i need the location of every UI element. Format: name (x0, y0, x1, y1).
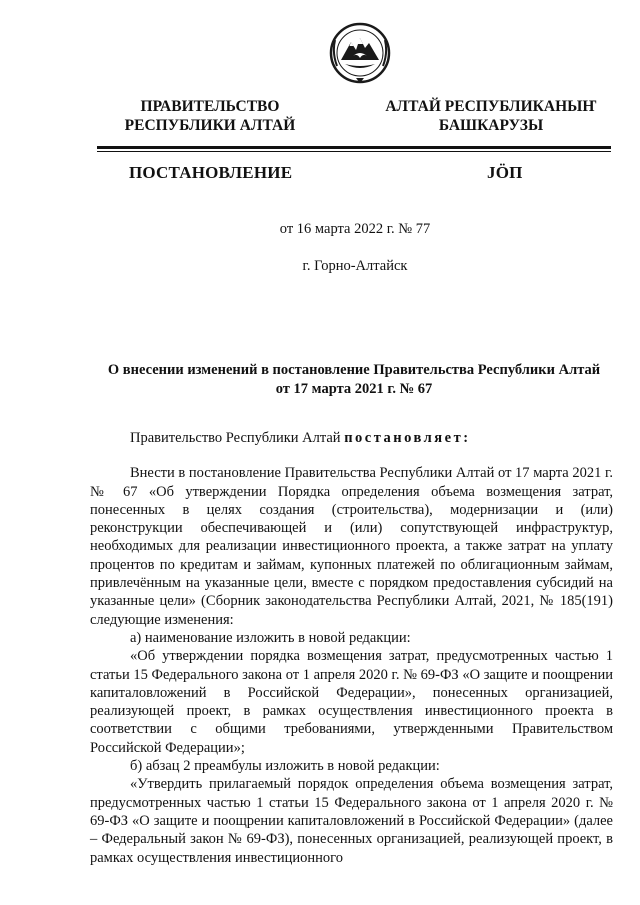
document-date-number: от 16 марта 2022 г. № 77 (279, 221, 431, 237)
government-name-altai-line1: АЛТАЙ РЕСПУБЛИКАНЫҤ (385, 98, 597, 115)
body-paragraph-3: «Об утверждении порядка возмещения затрат, предусмотренных частью 1 статьи 15 Федерального закона от 1 апреля 2020 г. № 69-ФЗ «О защите и поощрении капиталовложений в Российской Федерации», понесенных организацией, реализующей проект, в рамках осуществления инвестиционного проекта в соответствии с общими требованиями, утвержденными Правительством Российской Федерации»; (90, 648, 613, 756)
resolution-keyword: постановляет: (344, 430, 471, 446)
body-paragraph-4: б) абзац 2 преамбулы изложить в новой редакции: (130, 758, 440, 775)
document-title-line1: О внесении изменений в постановление Правительства Республики Алтай (107, 362, 601, 378)
document-title (80, 361, 628, 399)
altai-coat-of-arms-icon (329, 20, 391, 86)
document-type-russian: ПОСТАНОВЛЕНИЕ (129, 163, 293, 182)
document-body (90, 429, 613, 867)
document-city: г. Горно-Алтайск (302, 258, 408, 274)
document-type-altai: JӦП (487, 163, 523, 182)
government-name-line2: РЕСПУБЛИКИ АЛТАЙ (124, 117, 296, 134)
body-paragraph-2: а) наименование изложить в новой редакции: (130, 629, 411, 646)
body-paragraph-1: Внести в постановление Правительства Республики Алтай от 17 марта 2021 г. № 67 «Об утверждении Порядка определения объема возмещения затрат, понесенных в целях создания (строительства), модернизации и (или) реконструкции обеспечивающей и (или) сопутствующей инфраструктур, необходимых для реализации инвестиционного проекта, а также затрат на уплату процентов по кредитам и займам, купонных платежей по облигационным займам, привлечённым на указанные цели, вместе с порядком предоставления субсидий на указанные цели» (Сборник законодательства Республики Алтай, 2021, № 185(191) следующие изменения: (90, 465, 613, 628)
government-name-line1: ПРАВИТЕЛЬСТВО (140, 98, 280, 115)
body-paragraph-5: «Утвердить прилагаемый порядок определения объема возмещения затрат, предусмотренных частью 1 статьи 15 Федерального закона от 1 апреля 2020 г. № 69-ФЗ «О защите и поощрении капиталовложений в Российской Федерации» (далее – Федеральный закон № 69-ФЗ), понесенных организацией, реализующей проект, в рамках осуществления инвестиционного (90, 776, 613, 866)
header-divider-thin (97, 151, 611, 152)
resolution-intro (90, 429, 613, 447)
header-divider-thick (97, 146, 611, 149)
government-name-altai (376, 97, 606, 135)
resolution-intro-text: Правительство Республики Алтай (130, 430, 345, 446)
document-title-line2: от 17 марта 2021 г. № 67 (275, 381, 433, 397)
government-name-russian (100, 97, 320, 135)
government-name-altai-line2: БАШКАРУЗЫ (438, 117, 544, 134)
